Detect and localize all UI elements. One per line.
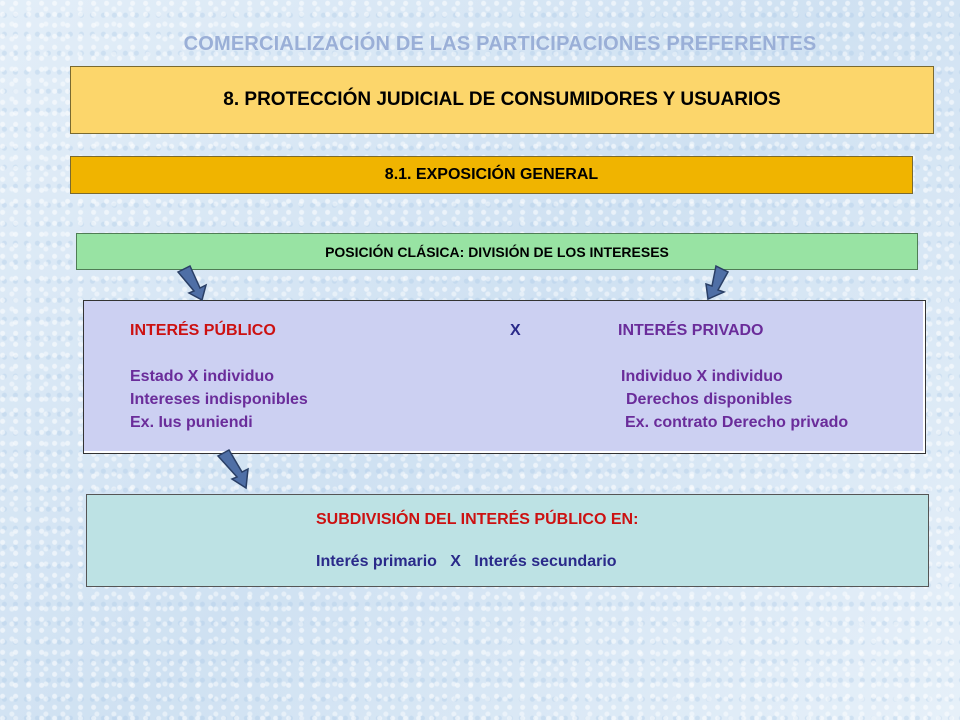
classic-position-title: POSICIÓN CLÁSICA: DIVISIÓN DE LOS INTERESES: [325, 243, 669, 260]
arrow-left-down: [178, 266, 206, 300]
arrow-to-subdivision: [218, 450, 248, 488]
section-title: 8. PROTECCIÓN JUDICIAL DE CONSUMIDORES Y USUARIOS: [223, 89, 781, 110]
public-subdivision-heading: SUBDIVISIÓN DEL INTERÉS PÚBLICO EN:: [316, 511, 639, 528]
public-line-1: Estado X individuo: [130, 368, 275, 385]
main-title: COMERCIALIZACIÓN DE LAS PARTICIPACIONES PREFERENTES: [183, 33, 817, 55]
interests-box: [83, 300, 926, 454]
private-line-2: Derechos disponibles: [626, 391, 793, 408]
private-line-3: Ex. contrato Derecho privado: [625, 414, 849, 431]
public-interest-heading: INTERÉS PÚBLICO: [130, 322, 276, 339]
private-line-1: Individuo X individuo: [621, 368, 783, 385]
public-subdivision-content: Interés primario X Interés secundario: [316, 553, 617, 570]
private-interest-heading: INTERÉS PRIVADO: [618, 322, 764, 339]
versus-label: X: [510, 322, 521, 339]
section-title-box: [70, 66, 934, 134]
subsection-title-box: [70, 156, 913, 194]
public-line-3: Ex. Ius puniendi: [130, 414, 253, 431]
arrow-right-down: [706, 266, 728, 299]
public-subdivision-box: [86, 494, 929, 587]
classic-position-box: [76, 233, 918, 270]
subsection-title: 8.1. EXPOSICIÓN GENERAL: [384, 166, 599, 183]
public-line-2: Intereses indisponibles: [130, 391, 308, 408]
